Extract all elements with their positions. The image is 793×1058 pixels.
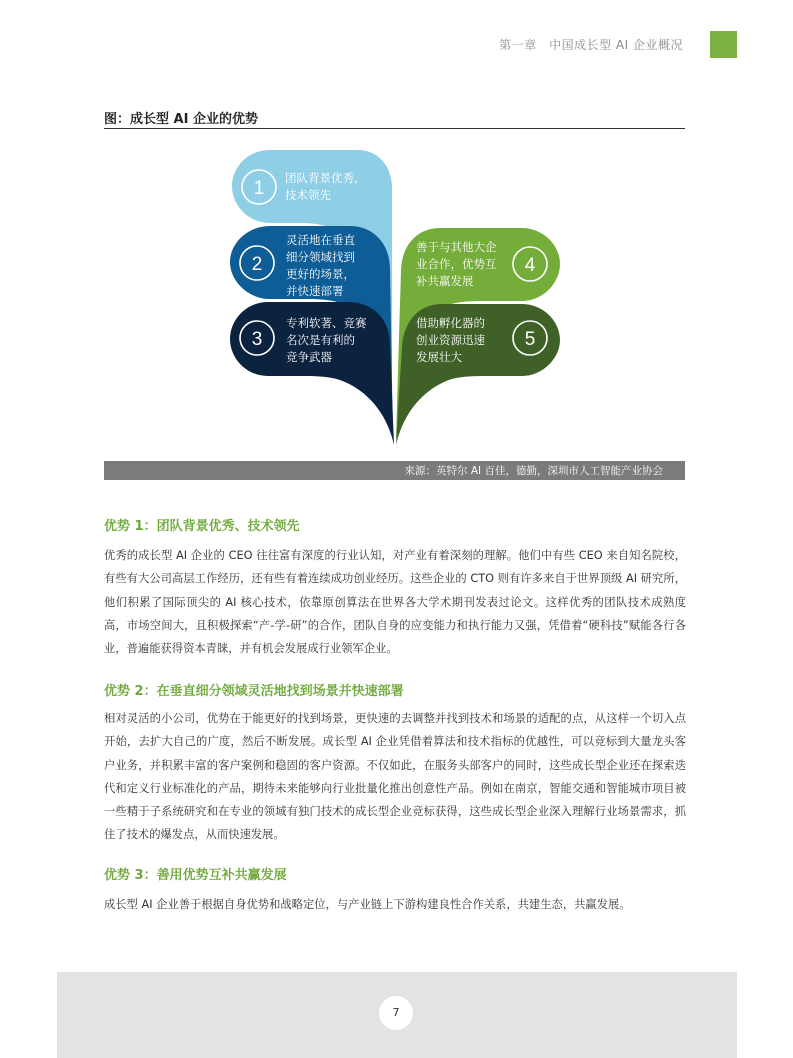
petal-1-line: 团队背景优秀， <box>285 171 366 185</box>
figure-source-bar <box>104 461 685 480</box>
petal-2-number: 2 <box>251 254 263 275</box>
section-body-3: 成长型 AI 企业善于根据自身优势和战略定位，与产业链上下游构建良性合作关系，共建生态，共赢发展。 <box>104 898 631 911</box>
petal-3-line: 专利软著、竞赛 <box>286 316 367 330</box>
petal-4-line: 业合作，优势互 <box>416 257 497 271</box>
section-body-2: 相对灵活的小公司，优势在于能更好的找到场景，更快速的去调整并找到技术和场景的适配的点，从这样一个切入点开始，去扩大自己的广度，然后不断发展。成长型 AI 企业凭借着算法和技术指标的优越性，可以竞标到大量龙头客户业务，并积累丰富的客户案例和稳固的客户资源。不仅如此，在服务头部客户的同时，这些成长型企业还在探索迭代和定义行业标准化的产品，期待未来能够向行业批量化推出创意性产品。例如在南京，智能交通和智能城市项目被一些精于子系统研究和在专业的领域有独门技术的成长型企业竞标获得，这些成长型企业深入理解行业场景需求，抓住了技术的爆发点，从而快速发展。 <box>104 712 686 842</box>
petal-1-number: 1 <box>253 178 265 199</box>
petal-1-text <box>285 170 366 204</box>
figure-title: 图：成长型 AI 企业的优势 <box>104 112 258 127</box>
petal-5-line: 创业资源迅速 <box>416 333 485 347</box>
petal-3-line: 名次是有利的 <box>286 333 355 347</box>
petal-5-line: 借助孵化器的 <box>416 316 485 330</box>
petal-4-number: 4 <box>524 255 536 276</box>
petal-3-number: 3 <box>251 329 263 350</box>
petal-2-line: 灵活地在垂直 <box>286 233 355 247</box>
petal-4-line: 善于与其他大企 <box>416 240 497 254</box>
petal-3-text <box>286 315 367 366</box>
page-number: 7 <box>379 996 413 1030</box>
petal-1-line: 技术领先 <box>285 188 331 202</box>
advantages-diagram <box>0 0 793 460</box>
petal-2-line: 更好的场景， <box>286 267 355 281</box>
section-body-1: 优秀的成长型 AI 企业的 CEO 往往富有深度的行业认知，对产业有着深刻的理解。他们中有些 CEO 来自知名院校，有些有大公司高层工作经历，还有些有着连续成功创业经历。这些企业的 CTO 则有许多来自于世界顶级 AI 研究所，他们积累了国际顶尖的 AI 核心技术，依靠原创算法在世界各大学术期刊发表过论文。这样优秀的团队技术成熟度高，市场空间大，且积极探索“产-学-研”的合作，团队自身的应变能力和执行能力又强，凭借着“硬科技”赋能各行各业，普遍能获得资本青睐，并有机会发展成行业领军企业。 <box>104 549 686 656</box>
section-heading-2: 优势 2：在垂直细分领域灵活地找到场景并快速部署 <box>104 684 404 699</box>
petal-2-text <box>286 232 355 300</box>
petal-5-number: 5 <box>524 329 536 350</box>
petal-3-line: 竞争武器 <box>286 350 332 364</box>
petal-5-line: 发展壮大 <box>416 350 462 364</box>
petal-4-text <box>416 239 497 290</box>
petal-2-line: 细分领域找到 <box>286 250 355 264</box>
figure-source: 来源：英特尔 AI 百佳，德勤，深圳市人工智能产业协会 <box>404 465 663 477</box>
petal-5-text <box>416 315 485 366</box>
petal-4-line: 补共赢发展 <box>416 274 474 288</box>
petal-2-line: 并快速部署 <box>286 284 344 298</box>
chapter-header: 第一章 中国成长型 AI 企业概况 <box>499 38 683 52</box>
section-heading-3: 优势 3：善用优势互补共赢发展 <box>104 868 287 883</box>
section-heading-1: 优势 1：团队背景优秀、技术领先 <box>104 519 300 534</box>
